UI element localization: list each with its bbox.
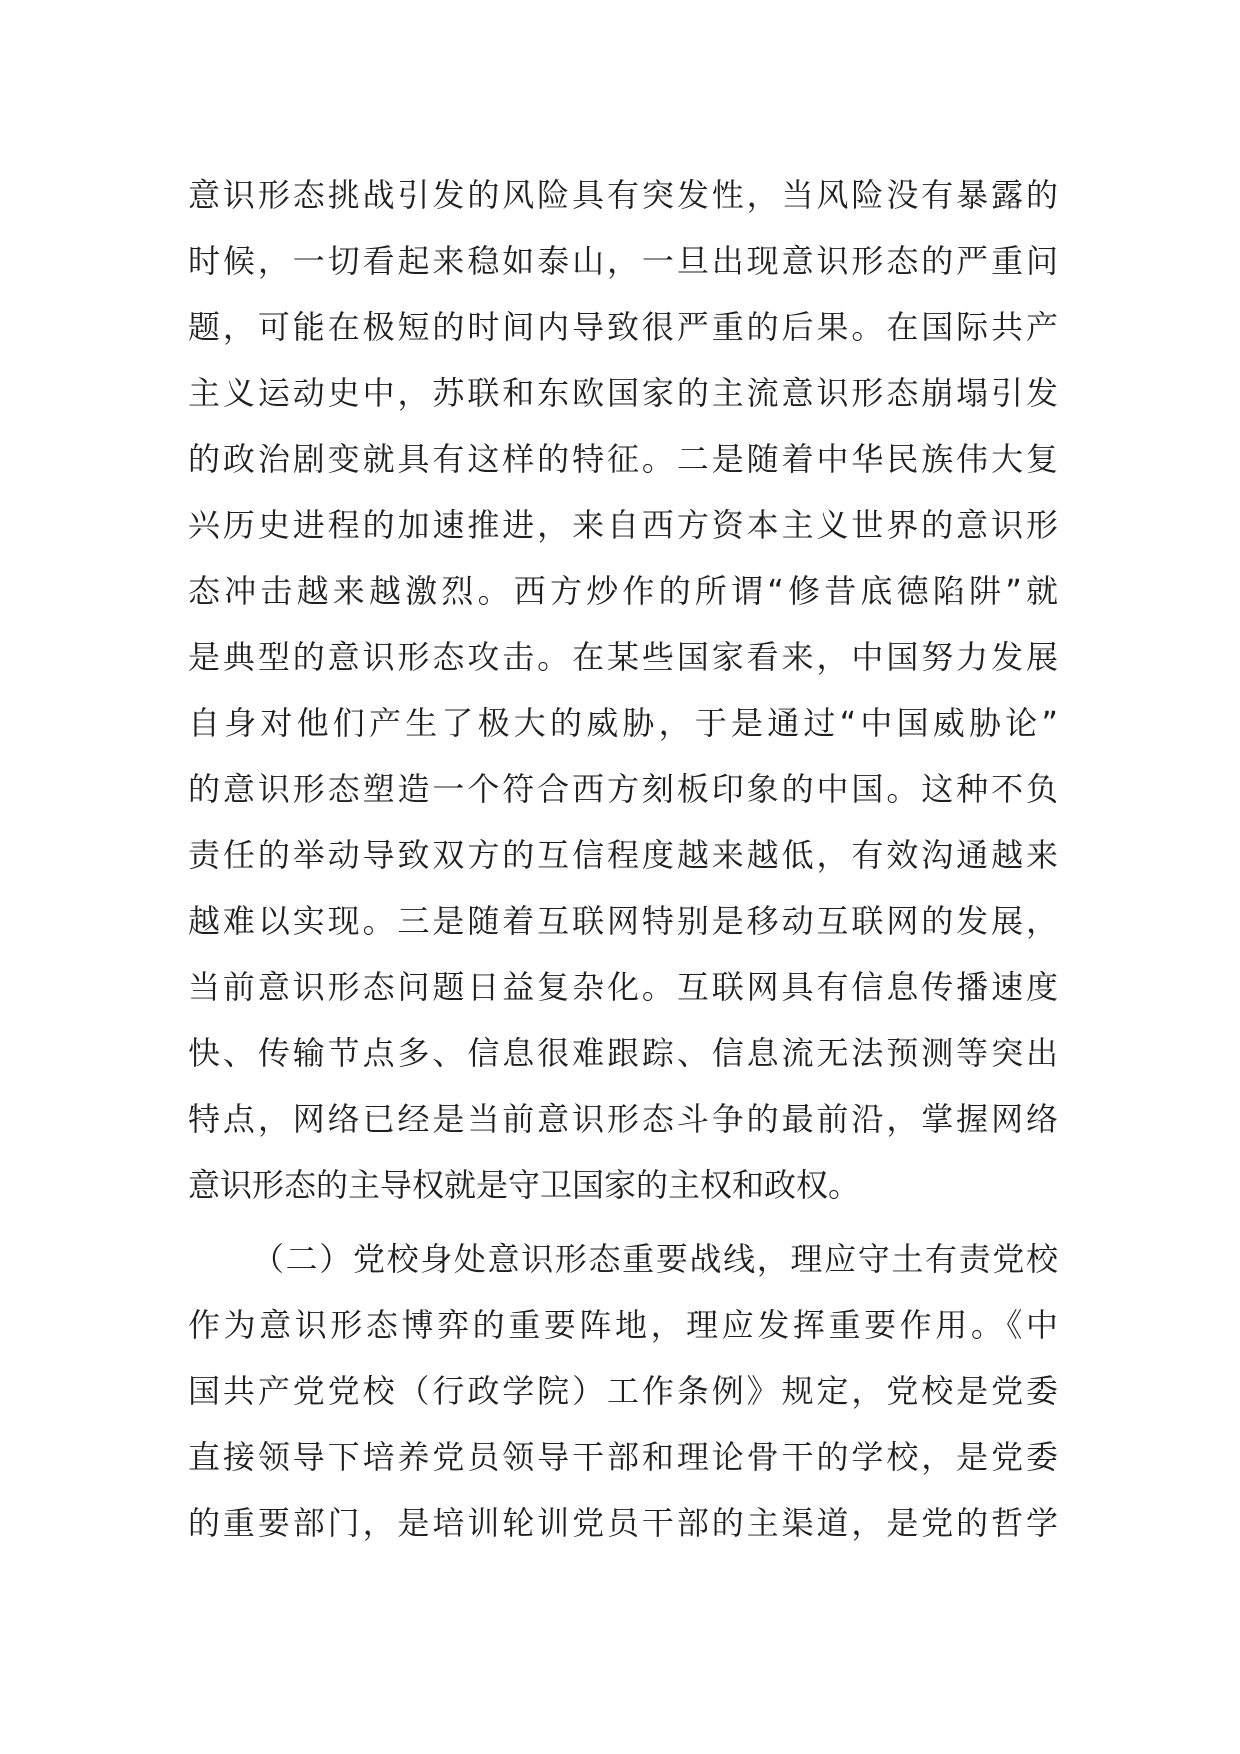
- text-line: （二）党校身处意识形态重要战线，理应守土有责党校: [252, 1240, 1058, 1278]
- text-line: 国共产党党校（行政学院）工作条例》规定，党校是党委: [188, 1372, 1058, 1410]
- text-line: 特点，网络已经是当前意识形态斗争的最前沿，掌握网络: [188, 1100, 1058, 1138]
- text-line: 直接领导下培养党员领导干部和理论骨干的学校，是党委: [188, 1438, 1058, 1476]
- text-line: 的重要部门，是培训轮训党员干部的主渠道，是党的哲学: [188, 1504, 1058, 1542]
- text-line: 题，可能在极短的时间内导致很严重的后果。在国际共产: [188, 308, 1058, 346]
- text-line: 态冲击越来越激烈。西方炒作的所谓“修昔底德陷阱”就: [188, 572, 1058, 610]
- text-line: 意识形态的主导权就是守卫国家的主权和政权。: [188, 1166, 861, 1204]
- text-line: 当前意识形态问题日益复杂化。互联网具有信息传播速度: [188, 968, 1058, 1006]
- text-line: 的政治剧变就具有这样的特征。二是随着中华民族伟大复: [188, 440, 1058, 478]
- paragraph-party-school: [188, 1226, 1058, 1556]
- text-line: 时候，一切看起来稳如泰山，一旦出现意识形态的严重问: [188, 242, 1058, 280]
- text-line: 快、传输节点多、信息很难跟踪、信息流无法预测等突出: [188, 1034, 1058, 1072]
- text-line: 主义运动史中，苏联和东欧国家的主流意识形态崩塌引发: [188, 374, 1058, 412]
- text-line: 责任的举动导致双方的互信程度越来越低，有效沟通越来: [188, 836, 1058, 874]
- text-line: 的意识形态塑造一个符合西方刻板印象的中国。这种不负: [188, 770, 1058, 808]
- text-line: 兴历史进程的加速推进，来自西方资本主义世界的意识形: [188, 506, 1058, 544]
- text-line: 是典型的意识形态攻击。在某些国家看来，中国努力发展: [188, 638, 1058, 676]
- text-line: 意识形态挑战引发的风险具有突发性，当风险没有暴露的: [188, 176, 1058, 214]
- paragraph-ideology-risks: [188, 162, 1058, 1218]
- text-line: 越难以实现。三是随着互联网特别是移动互联网的发展，: [188, 902, 1058, 940]
- text-line: 自身对他们产生了极大的威胁，于是通过“中国威胁论”: [188, 704, 1058, 742]
- text-line: 作为意识形态博弈的重要阵地，理应发挥重要作用。《中: [188, 1306, 1058, 1344]
